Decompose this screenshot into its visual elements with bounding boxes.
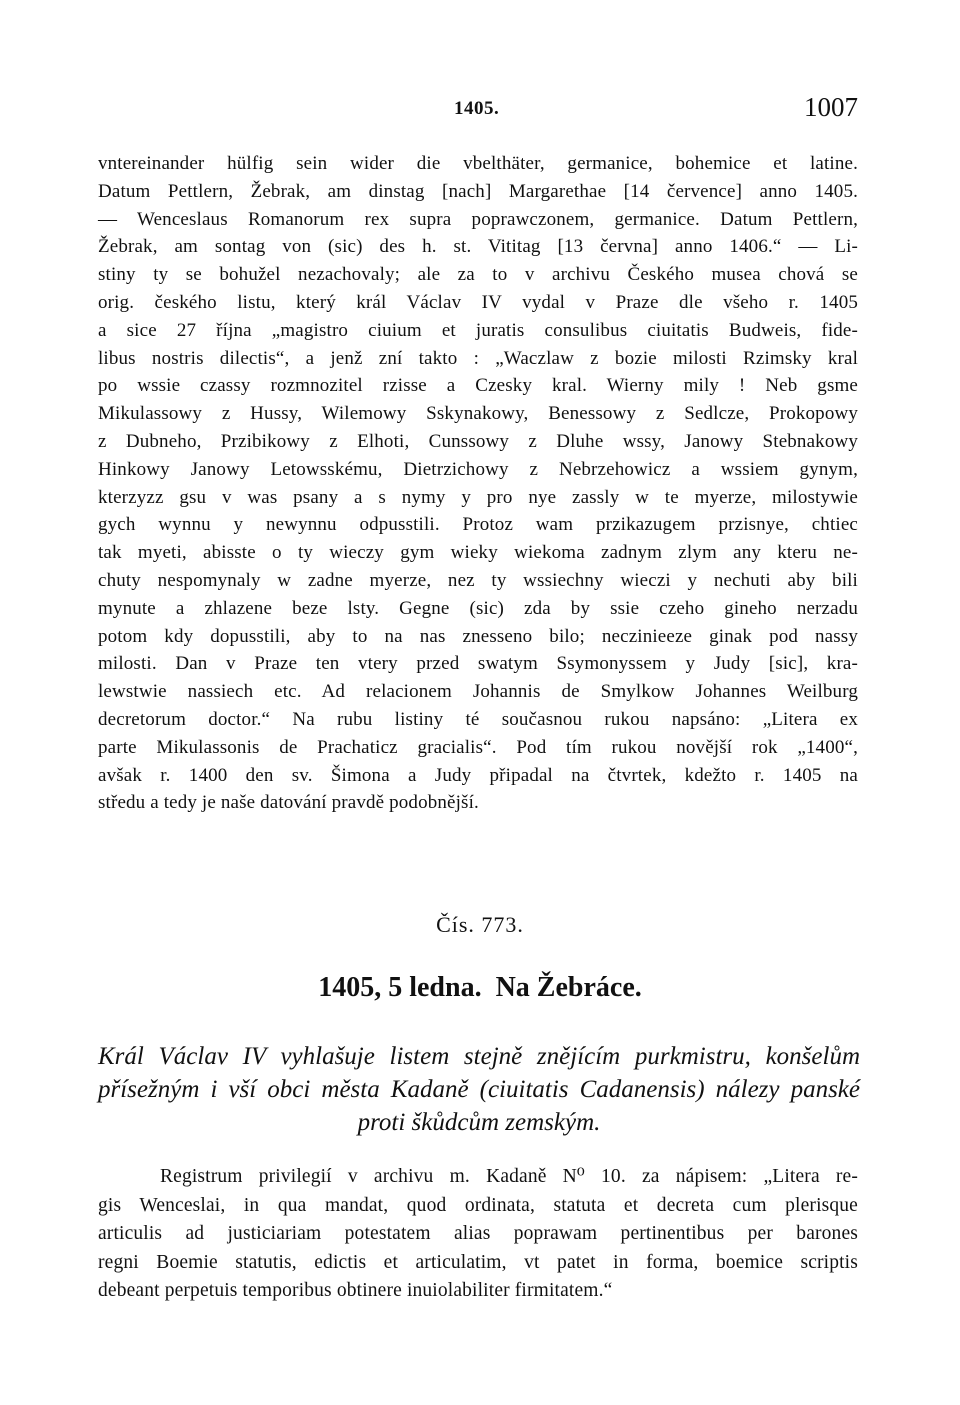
- summary-line: Král Václav IV vyhlašuje listem stejně znějícím purkmistru, konšelům: [98, 1043, 860, 1070]
- text-line: parte Mikulassonis de Prachaticz gracialis“. Pod tím rukou novější rok „1400“,: [98, 736, 858, 758]
- source-line: debeant perpetuis temporibus obtinere inuiolabiliter firmitatem.“: [98, 1280, 613, 1301]
- entry-date: 1405, 5 ledna.: [318, 972, 482, 1003]
- text-line: — Wenceslaus Romanorum rex supra poprawczonem, germanice. Datum Pettlern,: [98, 208, 858, 230]
- text-line: vntereinander hülfig sein wider die vbelthäter, germanice, bohemice et latine.: [98, 153, 858, 174]
- text-line: kterzyzz gsu v was psany a s nymy y pro nye zassly w te myerze, milostywie: [98, 486, 858, 508]
- text-line: chuty nespomynaly w zadne myerze, nez ty wssiechny wieczi y nechuti aby bili: [98, 569, 858, 591]
- regest-summary: [98, 1040, 860, 1139]
- source-line: gis Wenceslai, in qua mandat, quod ordinata, statuta et decreta cum plerisque: [98, 1194, 858, 1216]
- source-note: [98, 1163, 858, 1306]
- text-line: lewstwie nassiech etc. Ad relacionem Johannis de Smylkow Johannes Weilburg: [98, 681, 858, 703]
- page-number: 1007: [804, 92, 858, 122]
- text-line: Žebrak, am sontag von (sic) des h. st. Vititag [13 června] anno 1406.“ — Li-: [98, 236, 858, 258]
- source-line: Registrum privilegií v archivu m. Kadaně N⁰ 10. za nápisem: „Litera re-: [160, 1166, 858, 1187]
- text-line: orig. českého listu, který král Václav IV vydal v Praze dle všeho r. 1405: [98, 291, 858, 313]
- running-head-year: 1405.: [454, 98, 500, 119]
- text-line: stiny ty se bohužel nezachovaly; ale za to v archivu Českého musea chová se: [98, 264, 858, 286]
- source-line: regni Boemie statutis, edictis et articulatim, vt patet in forma, boemice scriptis: [98, 1251, 858, 1273]
- text-line: Mikulassowy z Hussy, Wilemowy Sskynakowy, Benessowy z Sedlcze, Prokopowy: [98, 403, 858, 425]
- document-number: Čís. 773.: [436, 912, 524, 937]
- summary-line: proti škůdcům zemským.: [357, 1109, 601, 1136]
- text-line: mynute a zhlazene beze lsty. Gegne (sic) zda by ssie czeho gineho nerzadu: [98, 597, 858, 619]
- text-line: gych wynnu y newynnu odpusstili. Protoz wam przikazugem przisnye, chtiec: [98, 514, 858, 536]
- text-line: Datum Pettlern, Žebrak, am dinstag [nach] Margarethae [14 července] anno 1405.: [98, 180, 858, 202]
- summary-line: přísežným i vší obci města Kadaně (ciuitatis Cadanensis) nálezy panské: [98, 1076, 860, 1103]
- text-line: Hinkowy Janowy Letowsskému, Dietrzichowy z Nebrzehowicz a wssiem gynym,: [98, 458, 858, 480]
- text-line: středu a tedy je naše datování pravdě podobnější.: [98, 792, 479, 814]
- page-header: [98, 92, 858, 126]
- source-line: articulis ad justiciariam potestatem alias poprawam pertinentibus per barones: [98, 1223, 858, 1244]
- text-line: avšak r. 1400 den sv. Šimona a Judy připadal na čtvrtek, kdežto r. 1405 na: [98, 764, 858, 786]
- text-line: potom kdy dopusstili, aby to na nas znesseno bilo; neczinieeze ginak pod nassy: [98, 625, 858, 647]
- text-line: po wssie czassy rozmnozitel rzisse a Czesky kral. Wierny mily ! Neb gsme: [98, 375, 858, 397]
- body-text: [98, 150, 858, 817]
- text-line: z Dubneho, Przibikowy z Elhoti, Cunssowy z Dluhe wssy, Janowy Stebnakowy: [98, 430, 858, 452]
- text-line: decretorum doctor.“ Na rubu listiny té současnou rukou napsáno: „Litera ex: [98, 708, 858, 730]
- text-line: milosti. Dan v Praze ten vtery przed swatym Ssymonyssem y Judy [sic], kra-: [98, 653, 858, 675]
- entry-place: Na Žebráce.: [495, 972, 642, 1003]
- text-line: tak myeti, abisste o ty wieczy gym wieky wiekoma zadnym zlym any kteru ne-: [98, 542, 858, 564]
- text-line: a sice 27 října „magistro ciuium et juratis consulibus ciuitatis Budweis, fide-: [98, 319, 858, 341]
- text-line: libus nostris dilectis“, a jenž zní takto : „Waczlaw z bozie milosti Rzimsky kral: [98, 347, 858, 369]
- entry-heading: [0, 972, 960, 1004]
